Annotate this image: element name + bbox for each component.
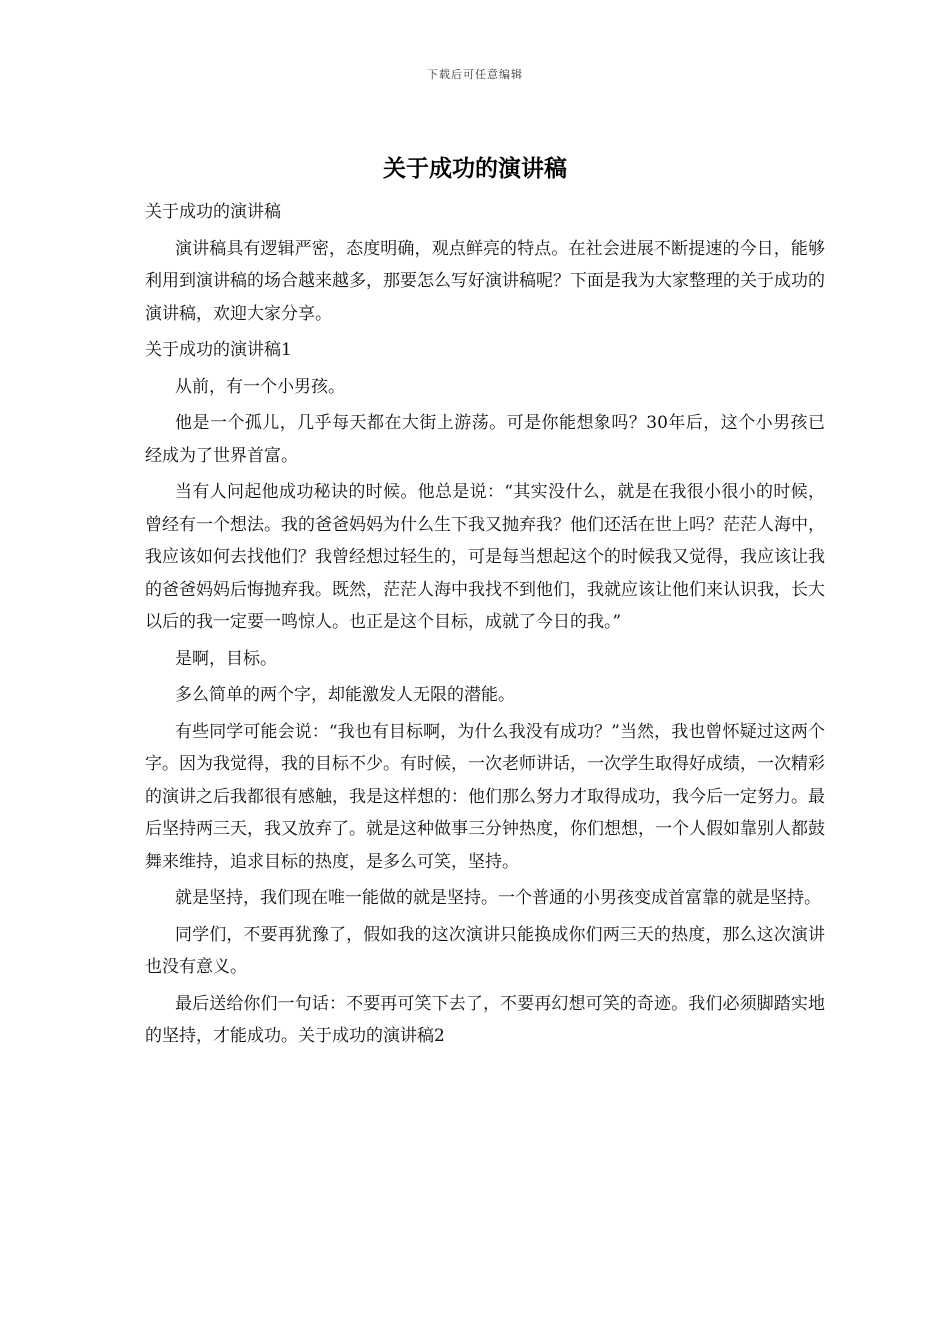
body-paragraph: 是啊，目标。 (175, 648, 277, 669)
section-heading-1: 关于成功的演讲稿1 (145, 340, 292, 360)
body-paragraph: 当有人问起他成功秘诀的时候。他总是说：“其实没什么，就是在我很小很小的时候，曾经有一个想法。我的爸爸妈妈为什么生下我又抛弃我？他们还活在世上吗？茫茫人海中，我应该如何去找他们？我曾经想过轻生的，可是每当想起这个的时候我又觉得，我应该让我的爸爸妈妈后悔抛弃我。既然，茫茫人海中我找不到他们，我就应该让他们来认识我，长大以后的我一定要一鸣惊人。也正是这个目标，成就了今日的我。” (145, 482, 825, 632)
body-paragraph: 就是坚持，我们现在唯一能做的就是坚持。一个普通的小男孩变成首富靠的就是坚持。 (175, 888, 821, 908)
page-header-note: 下载后可任意编辑 (427, 68, 523, 81)
body-paragraph: 有些同学可能会说：“我也有目标啊，为什么我没有成功？”当然，我也曾怀疑过这两个字。因为我觉得，我的目标不少。有时候，一次老师讲话，一次学生取得好成绩，一次精彩的演讲之后我都很有感触，我是这样想的：他们那么努力才取得成功，我今后一定努力。最后坚持两三天，我又放弃了。就是这种做事三分钟热度，你们想想，一个人假如靠别人都鼓舞来维持，追求目标的热度，是多么可笑，坚持。 (145, 721, 825, 872)
subtitle-heading: 关于成功的演讲稿 (145, 202, 281, 222)
body-paragraph: 他是一个孤儿，几乎每天都在大街上游荡。可是你能想象吗？30年后，这个小男孩已经成为了世界首富。 (145, 413, 825, 466)
body-paragraph: 最后送给你们一句话：不要再可笑下去了，不要再幻想可笑的奇迹。我们必须脚踏实地的坚持，才能成功。关于成功的演讲稿2 (145, 993, 825, 1046)
body-paragraph: 从前，有一个小男孩。 (175, 376, 345, 397)
document-title: 关于成功的演讲稿 (383, 155, 567, 182)
body-paragraph: 多么简单的两个字，却能激发人无限的潜能。 (175, 685, 515, 705)
body-paragraph: 同学们，不要再犹豫了，假如我的这次演讲只能换成你们两三天的热度，那么这次演讲也没有意义。 (145, 924, 825, 977)
intro-paragraph: 演讲稿具有逻辑严密，态度明确，观点鲜亮的特点。在社会进展不断提速的今日，能够利用到演讲稿的场合越来越多，那要怎么写好演讲稿呢？下面是我为大家整理的关于成功的演讲稿，欢迎大家分享。 (145, 238, 825, 324)
document-body (145, 196, 825, 1057)
